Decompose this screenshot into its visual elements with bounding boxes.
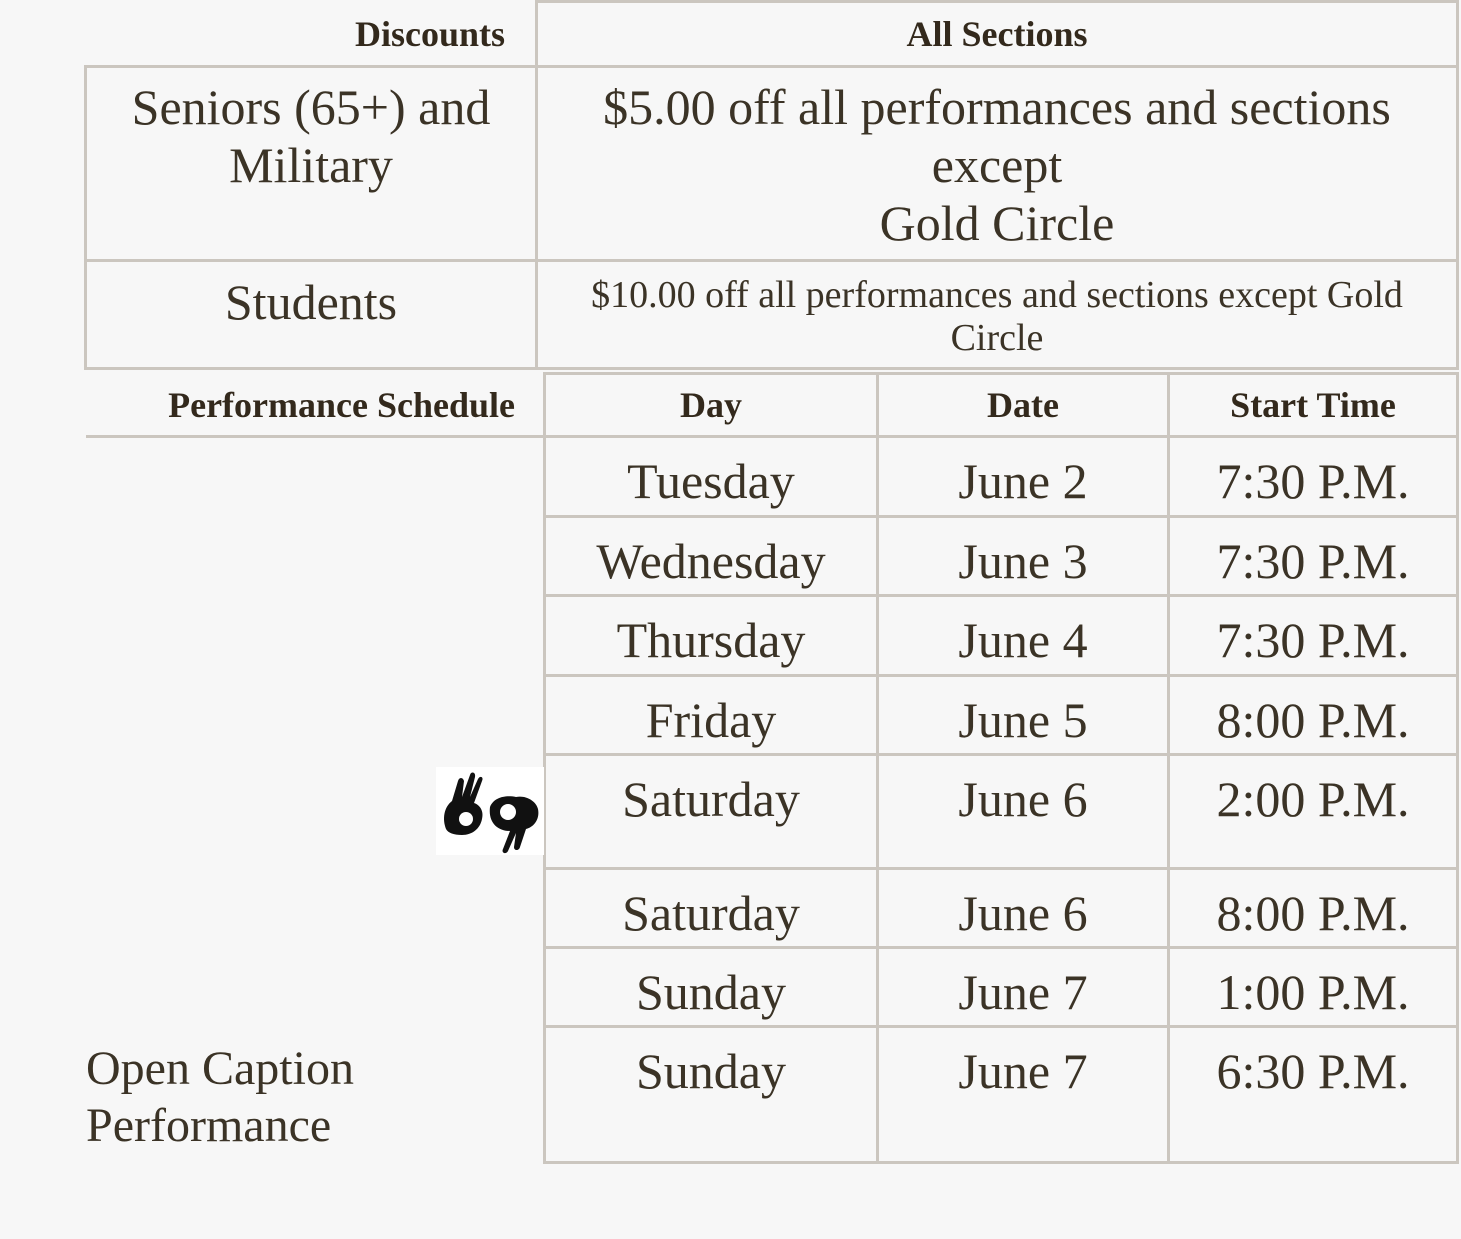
discount-group-seniors: Seniors (65+) and Military [131,79,491,193]
discount-group-students: Students [224,274,398,330]
table-row-date: June 6 [958,771,1088,827]
table-row-day: Friday [645,692,777,748]
discounts-header-label: Discounts [354,14,505,54]
table-row-time: 7:30 P.M. [1216,612,1410,668]
table-row-time: 8:00 P.M. [1216,885,1410,941]
performance-schedule-header: Performance Schedule [168,385,515,425]
table-row-date: June 7 [958,964,1088,1020]
table-row-time: 8:00 P.M. [1216,692,1410,748]
table-row-time: 7:30 P.M. [1216,453,1410,509]
table-row-time: 6:30 P.M. [1216,1043,1410,1099]
discount-detail-seniors-line2: Gold Circle [879,195,1115,251]
table-row-day: Sunday [636,964,786,1020]
column-header-start-time: Start Time [1230,385,1396,425]
table-row-date: June 7 [958,1043,1088,1099]
table-row-day: Saturday [622,771,800,827]
table-row-time: 7:30 P.M. [1216,533,1410,589]
table-row-day: Thursday [616,612,806,668]
open-caption-note: Open Caption Performance [86,1042,354,1152]
asl-interpreted-icon [436,767,544,855]
all-sections-header: All Sections [906,14,1088,54]
discount-detail-seniors-line1: $5.00 off all performances and sections except [603,79,1391,193]
column-header-date: Date [987,385,1059,425]
table-row-date: June 6 [958,885,1088,941]
table-row-date: June 4 [958,612,1088,668]
discount-detail-seniors [538,78,1456,252]
table-row-time: 1:00 P.M. [1216,964,1410,1020]
table-row-day: Saturday [622,885,800,941]
table-row-day: Sunday [636,1043,786,1099]
table-row-day: Wednesday [596,533,826,589]
column-header-day: Day [680,385,742,425]
table-row-date: June 3 [958,533,1088,589]
asl-hands-glyph [436,767,544,855]
table-row-date: June 2 [958,453,1088,509]
table-row-date: June 5 [958,692,1088,748]
discount-detail-students: $10.00 off all performances and sections except Gold Circle [591,274,1403,359]
table-row-time: 2:00 P.M. [1216,771,1410,827]
table-row-day: Tuesday [627,453,795,509]
